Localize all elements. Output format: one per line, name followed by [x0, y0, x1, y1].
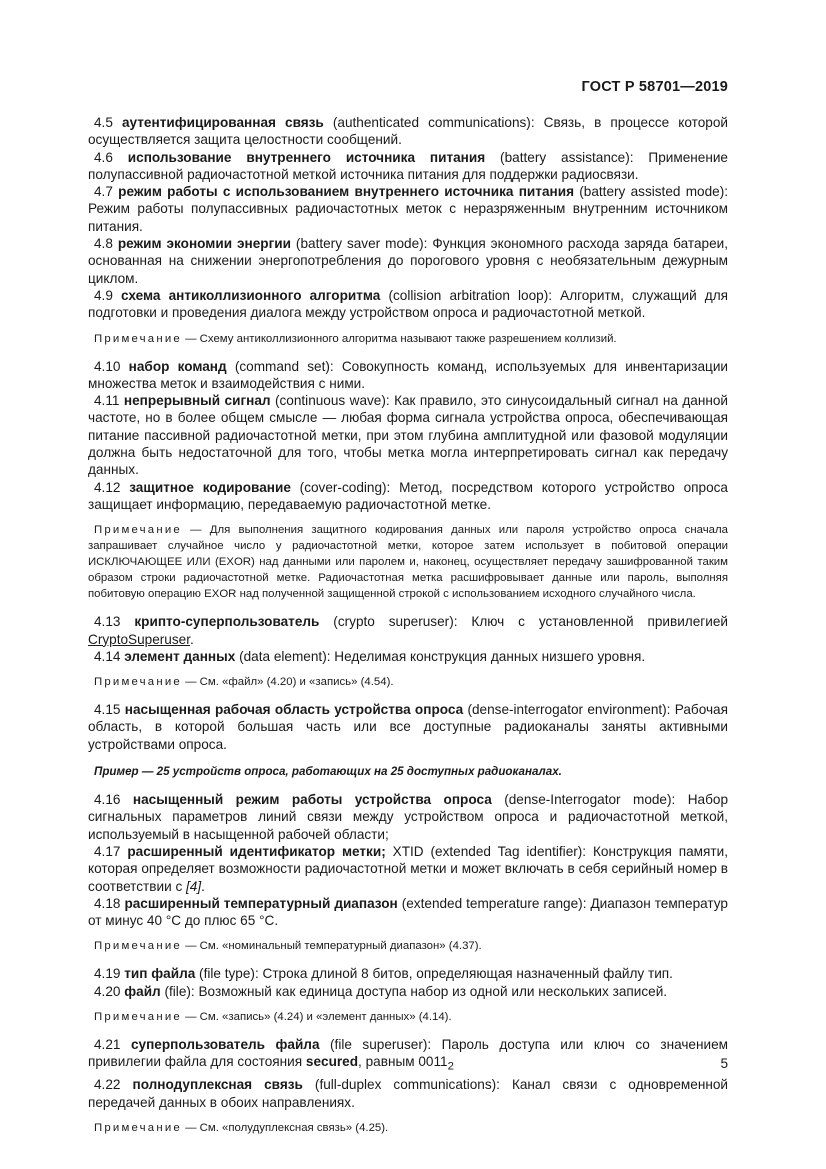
entry-number: 4.19 [94, 966, 121, 982]
entry-definition: (crypto superuser): Ключ с установленной привилегией [319, 614, 728, 630]
entry-tail: . [201, 878, 205, 894]
entry-term: файл [124, 983, 161, 999]
entry-number: 4.6 [94, 149, 113, 165]
entry-definition: (dense-interrogator environment): Рабочая область, в которой большая часть или все доступные радиоканалы заняты активными устройствами опроса. [88, 702, 728, 752]
entry-definition: (cover-coding): Метод, посредством которого устройство опроса защищает информацию, передаваемую радиочастотной метке. [88, 479, 728, 512]
entry-term: защитное кодирование [129, 479, 291, 495]
entry-definition: (battery assistance): Применение полупассивной радиочастотной меткой источника питания для поддержки радиосвязи. [88, 149, 728, 182]
entry-number: 4.17 [94, 843, 121, 859]
entry-term: насыщенный режим работы устройства опроса [132, 792, 492, 808]
entry-definition: (battery saver mode): Функция экономного расхода заряда батареи, основанная на снижении энергопотребления до порогового уровня с необязательным дежурным циклом. [88, 236, 729, 286]
entry-definition: (file): Возможный как единица доступа набор из одной или нескольких записей. [160, 983, 668, 999]
entry-4-18 [88, 895, 728, 930]
entry-term: расширенный температурный диапазон [124, 895, 398, 911]
entry-4-14 [88, 648, 728, 665]
privilege-link[interactable]: CryptoSuperuser [88, 631, 191, 647]
note-text: — См. «полудуплексная связь» (4.25). [185, 1121, 389, 1134]
entry-4-22 [88, 1076, 728, 1111]
entry-number: 4.22 [94, 1077, 121, 1093]
entry-definition: (collision arbitration loop): Алгоритм, служащий для подготовки и проведения диалога между устройством опроса и радиочастотной меткой. [88, 287, 728, 321]
document-code: ГОСТ Р 58701—2019 [581, 79, 728, 95]
entry-number: 4.7 [94, 184, 113, 200]
entry-4-5 [88, 114, 728, 149]
entry-tail: . [190, 631, 194, 647]
note-text: — Для выполнения защитного кодирования данных или пароля устройство опроса сначала запрашивает случайное число у радиочастотной метки, которое затем использует в побитовой операции ИСКЛЮЧАЮЩЕЕ ИЛИ (EXOR) над данными или паролем и, наконец, осуществляет передачу зашифрованной таким образом строки радиочастотной метке. Радиочастотная метка расшифровывает данные или пароль, выполняя побитовую операцию EXOR над полученной защищенной строкой с использованием исходного случайного числа. [88, 524, 728, 601]
entry-term: расширенный идентификатор метки; [127, 843, 386, 859]
entry-term: суперпользователь файла [130, 1036, 320, 1052]
entry-term: тип файла [124, 966, 196, 982]
entry-4-15 [88, 701, 728, 753]
entry-term: режим экономии энергии [117, 236, 291, 252]
entry-tail: , равным 0011 [358, 1054, 448, 1070]
entry-term: аутентифицированная связь [121, 115, 324, 130]
entry-definition: XTID (extended Tag identifier): Конструкция памяти, которая определяет возможности радиочастотной метки и может включать в себя серийный номер в соответствии с [88, 843, 728, 894]
entry-number: 4.21 [94, 1036, 121, 1052]
note-4-20 [88, 1009, 728, 1025]
note-label: Примечание [94, 1121, 182, 1134]
bibliography-ref: [4] [186, 878, 202, 894]
page-number: 5 [720, 1056, 728, 1071]
note-4-22 [88, 1120, 728, 1136]
entry-4-21 [88, 1036, 728, 1076]
note-text: — См. «запись» (4.24) и «элемент данных» (4.14). [185, 1010, 452, 1023]
entry-definition: (extended temperature range): Диапазон температур от минус 40 °С до плюс 65 °С. [88, 895, 728, 929]
entry-4-16 [88, 791, 728, 843]
note-4-12 [88, 522, 728, 602]
entry-term: режим работы с использованием внутреннего источника питания [118, 184, 575, 200]
entry-4-17 [88, 843, 728, 895]
entry-number: 4.13 [94, 614, 121, 630]
entry-4-11 [88, 392, 728, 478]
entry-number: 4.8 [94, 236, 113, 252]
entry-definition: (continuous wave): Как правило, это синусоидальный сигнал на данной частоте, но в более общем смысле — любая форма сигнала устройства опроса, обеспечивающая питание пассивной радиочастотной метки, при этом глубина амплитудной или фазовой модуляции должна быть недостаточной для того, чтобы метка могла интерпретировать сигнал как передачу данных. [88, 393, 728, 478]
entry-term: использование внутреннего источника питания [127, 149, 486, 165]
entry-number: 4.10 [94, 358, 121, 374]
entry-number: 4.9 [94, 287, 113, 303]
entry-number: 4.14 [94, 648, 121, 664]
entry-4-6 [88, 149, 728, 184]
entry-4-10 [88, 358, 728, 393]
entry-term: схема антиколлизионного алгоритма [121, 287, 381, 303]
entry-definition: (battery assisted mode): Режим работы полупассивных радиочастотных меток с неразряженным внутренним источником питания. [88, 184, 729, 234]
entry-definition: (command set): Совокупность команд, используемых для инвентаризации множества меток и взаимодействия с ними. [88, 358, 729, 391]
entry-number: 4.5 [94, 115, 113, 130]
entry-number: 4.18 [94, 895, 121, 911]
entry-term: полнодуплексная связь [132, 1077, 303, 1093]
entry-definition: (data element): Неделимая конструкция данных низшего уровня. [235, 648, 646, 664]
note-4-14 [88, 674, 728, 690]
entry-4-9 [88, 287, 728, 322]
entry-term: насыщенная рабочая область устройства опроса [124, 702, 464, 718]
example-4-15: Пример — 25 устройств опроса, работающих на 25 доступных радиоканалах. [94, 765, 562, 779]
binary-subscript: 2 [447, 1061, 454, 1073]
entry-term: набор команд [128, 358, 227, 374]
entry-term: элемент данных [124, 648, 236, 664]
entry-term: непрерывный сигнал [123, 393, 271, 409]
entry-definition: (full-duplex communications): Канал связи с одновременной передачей данных в обоих направлениях. [88, 1077, 728, 1110]
entry-definition: (file superuser): Пароль доступа или ключ со значением привилегии файла для состояния [88, 1036, 728, 1070]
entry-definition: (dense-Interrogator mode): Набор сигнальных параметров линий связи между устройством опроса и радиочастотной меткой, используемый в насыщенной рабочей области; [88, 792, 729, 842]
entry-4-8 [88, 235, 728, 287]
entry-number: 4.15 [94, 702, 121, 718]
note-label: Примечание [94, 676, 182, 689]
entry-number: 4.12 [94, 479, 121, 495]
entry-4-20 [88, 983, 728, 1000]
entry-4-19 [88, 965, 728, 982]
note-text: — См. «номинальный температурный диапазон» (4.37). [185, 940, 482, 953]
note-label: Примечание [94, 524, 182, 537]
entry-4-13 [88, 613, 728, 648]
entry-4-12 [88, 479, 728, 514]
note-label: Примечание [94, 1010, 182, 1023]
state-secured: secured [305, 1054, 359, 1070]
note-text: — См. «файл» (4.20) и «запись» (4.54). [185, 676, 394, 689]
note-text: — Схему антиколлизионного алгоритма называют также разрешением коллизий. [185, 332, 617, 345]
entry-number: 4.20 [94, 983, 121, 999]
note-label: Примечание [94, 940, 182, 953]
note-4-9 [88, 331, 728, 347]
entry-number: 4.11 [94, 393, 120, 409]
entry-term: крипто-суперпользователь [134, 614, 320, 630]
note-label: Примечание [94, 332, 182, 345]
note-4-18 [88, 938, 728, 954]
entry-4-7 [88, 183, 728, 235]
entry-definition: (authenticated communications): Связь, в процессе которой осуществляется защита целостности сообщений. [88, 115, 729, 148]
entry-number: 4.16 [94, 792, 121, 808]
document-body [88, 114, 728, 1136]
entry-definition: (file type): Строка длиной 8 битов, определяющая назначенный файлу тип. [195, 966, 673, 982]
